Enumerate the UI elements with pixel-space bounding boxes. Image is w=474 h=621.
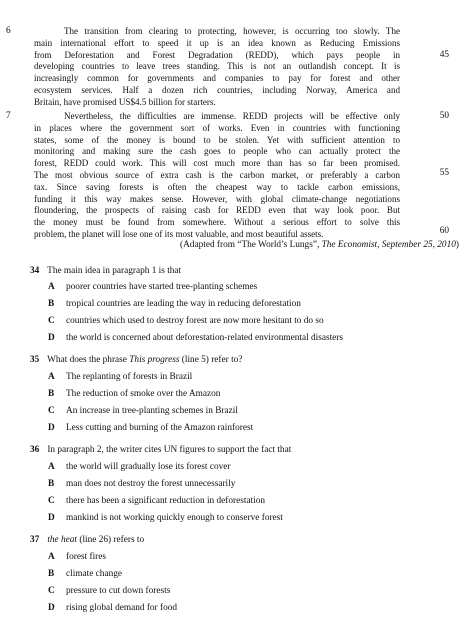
option-text: The reduction of smoke over the Amazon — [66, 389, 221, 399]
passage-line: main international effort to speed it up is an idea known as Reducing Emissions — [34, 37, 400, 48]
option-text: rising global demand for food — [66, 603, 178, 613]
option-letter: D — [48, 603, 55, 613]
passage-line: funding it this way makes sense. However, with global climate-change negotiations — [34, 193, 400, 204]
passage-line: states, some of the money is bound to be stolen. Yet with sufficient attention to — [34, 134, 400, 145]
option-letter: A — [48, 552, 55, 562]
paragraph-number: 7 — [6, 111, 11, 121]
passage-line: from Deforestation and Forest Degradation (REDD), which pays people in — [34, 49, 400, 60]
citation-source: The Economist, September 25, 2010 — [321, 240, 456, 250]
option-text: poorer countries have started tree-planting schemes — [66, 282, 258, 292]
citation-prefix: (Adapted from “The World’s Lungs”, — [180, 240, 322, 250]
question-text-part: What does the phrase — [47, 355, 130, 365]
option-text: the world will gradually lose its forest cover — [66, 462, 231, 472]
option-text: climate change — [66, 569, 123, 579]
passage-line: tax. Since saving forests is often the cheapest way to tackle carbon emissions, — [34, 181, 400, 192]
question-text-italic: This progress — [129, 355, 180, 365]
source-citation — [180, 240, 459, 250]
citation-suffix: ) — [455, 240, 459, 250]
answer-option[interactable] — [48, 423, 253, 433]
question-text-part: (line 5) refer to? — [179, 355, 243, 365]
paragraph-6 — [34, 26, 400, 109]
option-text: man does not destroy the forest unnecessarily — [66, 479, 236, 489]
paragraph-7 — [34, 111, 400, 241]
option-letter: A — [48, 462, 55, 472]
answer-option[interactable] — [48, 316, 324, 326]
question-35 — [30, 355, 242, 365]
answer-option[interactable] — [48, 586, 170, 596]
answer-option[interactable] — [48, 479, 235, 489]
answer-option[interactable] — [48, 282, 257, 292]
option-letter: C — [48, 496, 55, 506]
option-text: countries which used to destroy forest are now more hesitant to do so — [66, 316, 324, 326]
answer-option[interactable] — [48, 603, 177, 613]
question-number: 34 — [30, 266, 40, 276]
answer-option[interactable] — [48, 389, 220, 399]
option-letter: B — [48, 479, 55, 489]
passage-line: the money must be found from somewhere. Without a serious effort to solve this — [34, 217, 400, 228]
question-number: 37 — [30, 535, 40, 545]
option-text: Less cutting and burning of the Amazon rainforest — [66, 423, 254, 433]
passage-line: monitoring and making sure the cash goes to people who can actually protect the — [34, 146, 400, 157]
option-letter: C — [48, 586, 55, 596]
question-text — [47, 535, 144, 545]
passage-line: increasingly common for governments and companies to pay for forest and other — [34, 73, 400, 84]
answer-option[interactable] — [48, 333, 343, 343]
question-37 — [30, 535, 144, 545]
question-34 — [30, 266, 181, 276]
passage-line: problem, the planet will lose one of its most valuable, and most beautiful assets. — [34, 228, 324, 239]
option-text: forest fires — [66, 552, 107, 562]
option-letter: D — [48, 423, 55, 433]
option-text: tropical countries are leading the way in reducing deforestation — [66, 299, 301, 309]
option-letter: A — [48, 372, 55, 382]
question-text: In paragraph 2, the writer cites UN figures to support the fact that — [47, 445, 292, 455]
line-number: 55 — [439, 168, 449, 178]
option-text: mankind is not working quickly enough to conserve forest — [66, 513, 283, 523]
answer-option[interactable] — [48, 569, 122, 579]
answer-option[interactable] — [48, 552, 106, 562]
line-number: 50 — [439, 111, 449, 121]
option-text: An increase in tree-planting schemes in Brazil — [66, 406, 238, 416]
option-letter: A — [48, 282, 55, 292]
option-text: The replanting of forests in Brazil — [66, 372, 193, 382]
question-number: 36 — [30, 445, 40, 455]
answer-option[interactable] — [48, 299, 301, 309]
line-number: 45 — [439, 50, 449, 60]
option-letter: D — [48, 333, 55, 343]
question-text-italic: the heat — [47, 535, 78, 545]
answer-option[interactable] — [48, 496, 265, 506]
question-text — [47, 355, 242, 365]
option-text: the world is concerned about deforestation-related environmental disasters — [66, 333, 343, 343]
option-letter: B — [48, 389, 55, 399]
passage-line: in places where the government sort of works. Even in countries with functioning — [34, 122, 400, 133]
passage-line: Nevertheless, the difficulties are immense. REDD projects will be effective only — [64, 111, 400, 121]
passage-line: developing countries to leave trees standing. This is not an outlandish concept. It is — [34, 61, 400, 72]
answer-option[interactable] — [48, 406, 238, 416]
option-letter: C — [48, 316, 55, 326]
answer-option[interactable] — [48, 513, 283, 523]
question-text: The main idea in paragraph 1 is that — [47, 266, 182, 276]
question-36 — [30, 445, 291, 455]
passage-line: Britain, have promised US$4.5 billion for starters. — [34, 96, 216, 107]
passage-line: The most obvious source of extra cash is the carbon market, or preferably a carbon — [34, 169, 400, 180]
option-text: there has been a significant reduction in deforestation — [66, 496, 266, 506]
option-letter: B — [48, 299, 55, 309]
answer-option[interactable] — [48, 462, 230, 472]
passage-line: The transition from clearing to protecting, however, is occurring too slowly. The — [64, 26, 400, 36]
passage-line: forest, REDD could work. This will cost much more than has so far been promised. — [34, 158, 400, 169]
option-letter: B — [48, 569, 55, 579]
passage-line: ecosystem services. Half a dozen rich countries, including Norway, America and — [34, 84, 400, 95]
question-number: 35 — [30, 355, 40, 365]
passage-line: floundering, the prospects of raising cash for REDD even that way look poor. But — [34, 205, 400, 216]
paragraph-number: 6 — [6, 26, 11, 36]
option-letter: C — [48, 406, 55, 416]
line-number: 60 — [439, 226, 449, 236]
option-text: pressure to cut down forests — [66, 586, 171, 596]
answer-option[interactable] — [48, 372, 192, 382]
question-text-part: (line 26) refers to — [77, 535, 145, 545]
option-letter: D — [48, 513, 55, 523]
